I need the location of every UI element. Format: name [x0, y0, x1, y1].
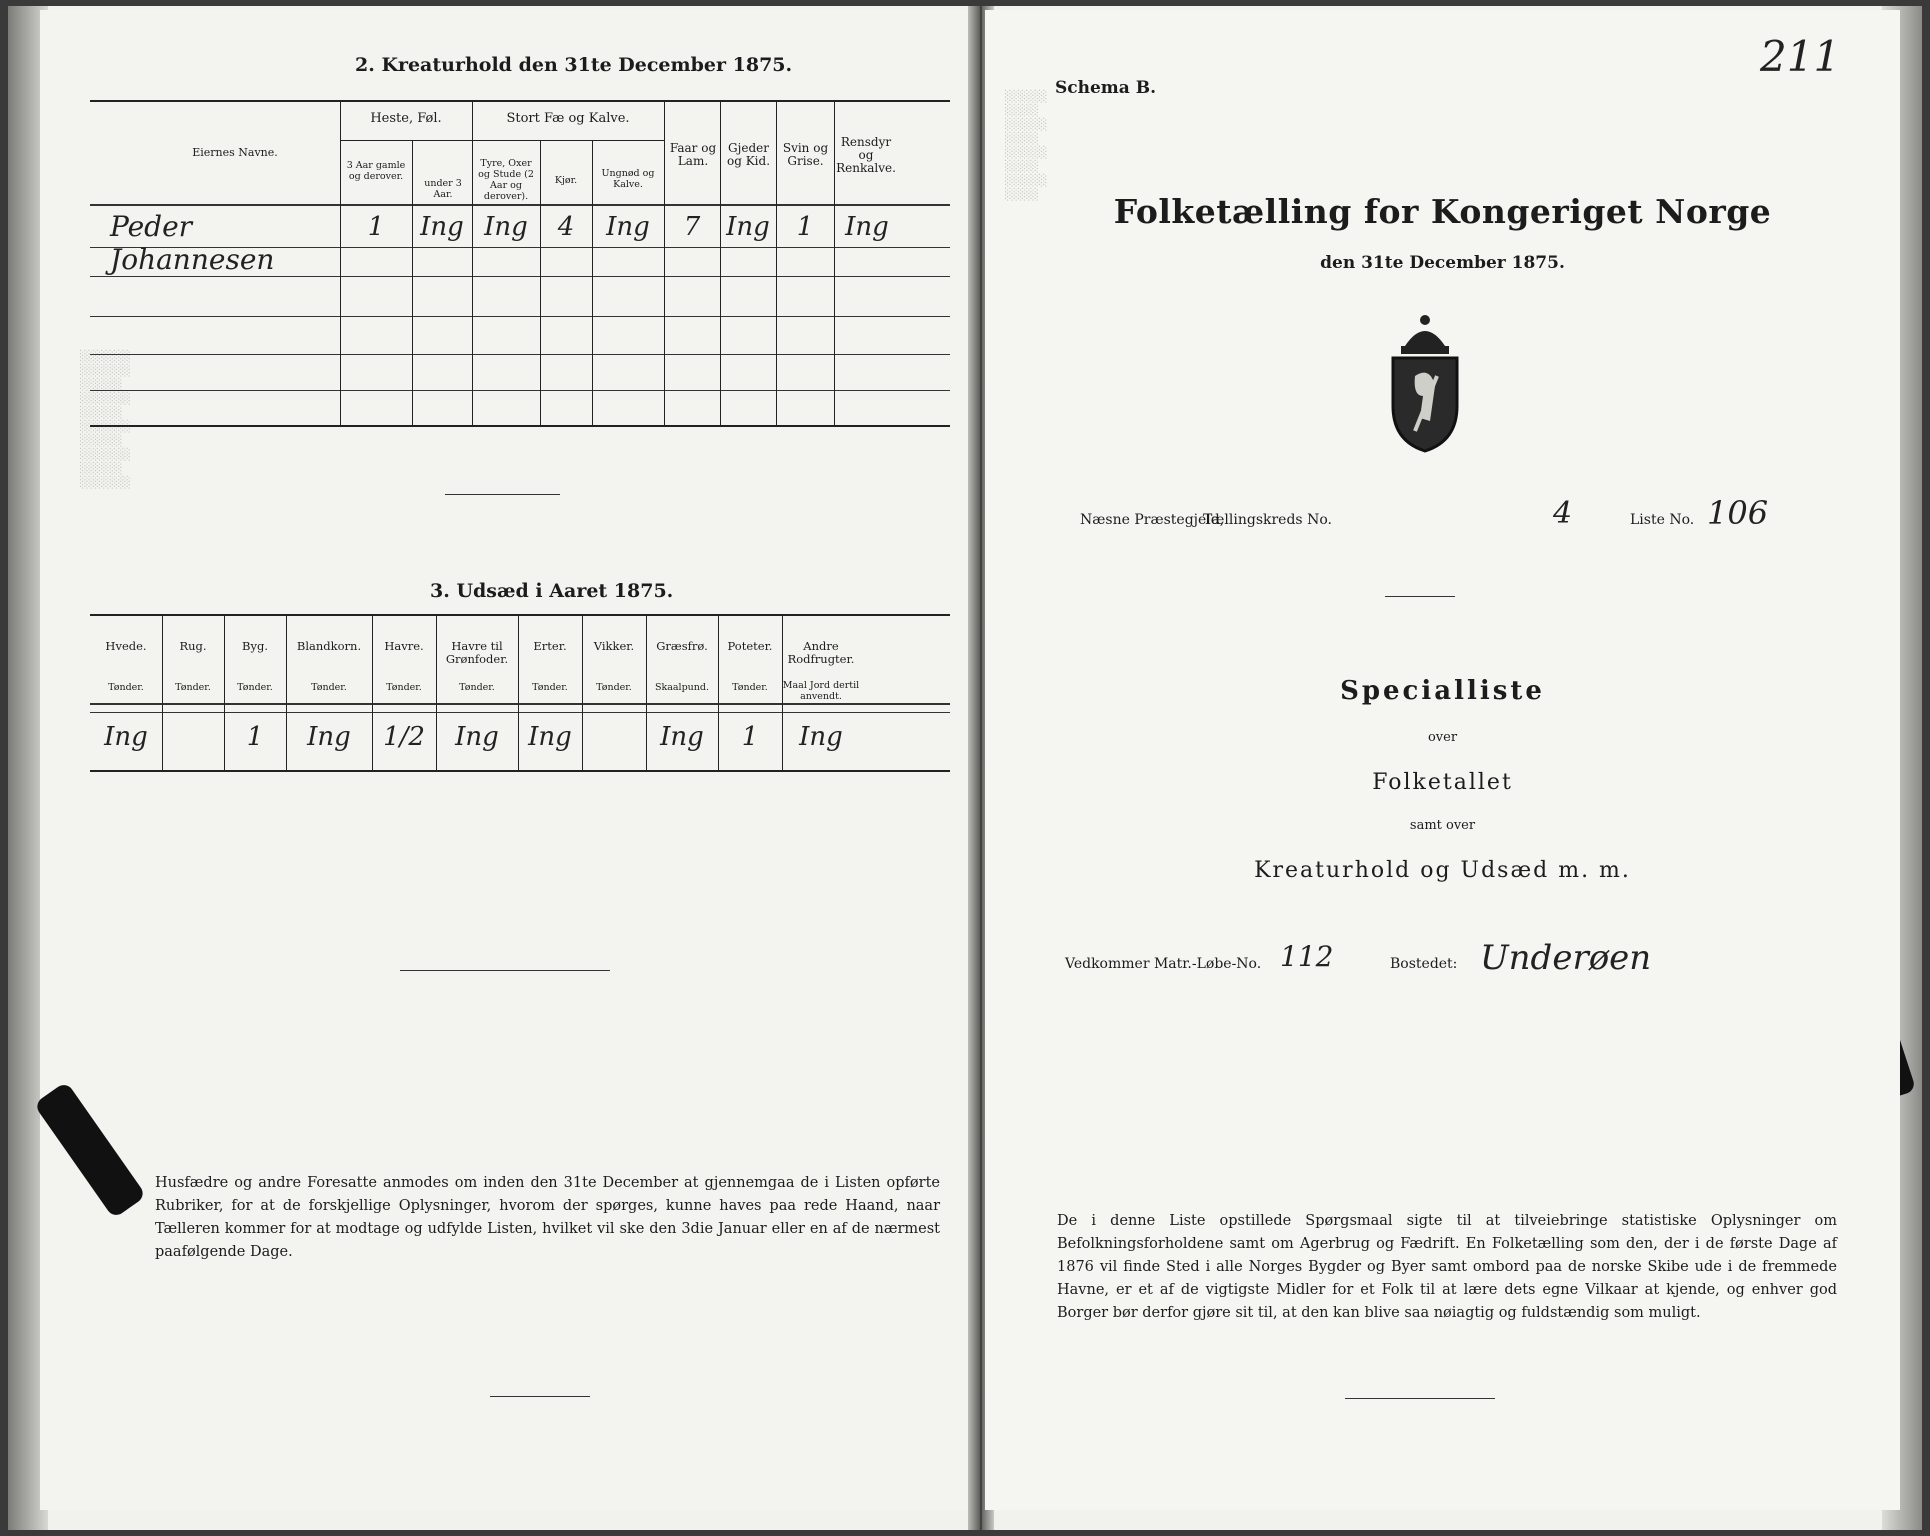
- col-cattle-group-header: Stort Fæ og Kalve.: [506, 111, 630, 126]
- col-9-header: Græsfrø.: [656, 639, 708, 653]
- bosted-label: Bostedet:: [1390, 956, 1458, 972]
- owner-name: Peder Johannesen: [110, 210, 275, 276]
- col-1-unit: Tønder.: [108, 682, 144, 693]
- table3-top-rule: [90, 614, 950, 616]
- col-6-value: Ing: [455, 722, 499, 752]
- table2-group-line: [472, 140, 664, 141]
- table2-col-line: [664, 100, 665, 425]
- bleed-through-text: ░░░░░░ ░░░░░░ ░░░░░ ░░░░░░ ░░░░░ ░░░░░░ ░░░░░ ░░░░░░ ░░░░░ ░░░░░░: [80, 350, 131, 489]
- table2-col-line: [412, 140, 413, 425]
- col-4-unit: Tønder.: [311, 682, 347, 693]
- divider-short: [445, 494, 560, 495]
- col-10-unit: Tønder.: [732, 682, 768, 693]
- divider-bottom: [490, 1396, 590, 1397]
- col-cattle-c-header: Ungnød og Kalve.: [601, 168, 655, 190]
- col-sheep-header: Faar og Lam.: [669, 141, 717, 168]
- col-7-header: Erter.: [533, 639, 567, 653]
- krets-label: Tællingskreds No.: [1203, 512, 1332, 528]
- col-horses-a-header: 3 Aar gamle og derover.: [346, 160, 406, 182]
- table3-bottom-rule: [90, 770, 950, 772]
- divider-mid: [400, 970, 610, 971]
- table2-row-line: [90, 390, 950, 391]
- table2-col-line: [472, 100, 473, 425]
- horses-b-value: Ing: [420, 212, 464, 242]
- col-owner-header: Eiernes Navne.: [192, 146, 278, 159]
- census-subtitle: den 31te December 1875.: [1320, 253, 1565, 273]
- matr-value: 112: [1280, 940, 1334, 973]
- pigs-value: 1: [796, 212, 814, 242]
- matr-label: Vedkommer Matr.-Løbe-No.: [1065, 956, 1262, 972]
- schema-label: Schema B.: [1055, 78, 1157, 98]
- samt-over-text: samt over: [1409, 818, 1476, 833]
- bleed-through-text: ░░░░░ ░░░░ ░░░░░ ░░░░ ░░░░░ ░░░░ ░░░░░ ░░░░: [1005, 90, 1048, 201]
- col-reindeer-header: Rensdyr og Renkalve.: [836, 135, 896, 175]
- folketallet-text: Folketallet: [1372, 770, 1513, 795]
- table3-header-rule: [90, 703, 950, 705]
- col-3-unit: Tønder.: [237, 682, 273, 693]
- table2-group-line: [340, 140, 472, 141]
- cattle-a-value: Ing: [484, 212, 528, 242]
- cattle-c-value: Ing: [606, 212, 650, 242]
- col-horses-b-header: under 3 Aar.: [424, 178, 462, 200]
- reindeer-value: Ing: [845, 212, 889, 242]
- krets-value: 4: [1553, 496, 1573, 531]
- section2-title: 2. Kreaturhold den 31te December 1875.: [355, 54, 793, 76]
- col-3-header: Byg.: [242, 639, 268, 653]
- sheep-value: 7: [683, 212, 701, 242]
- prestegjeld-label: Næsne Præstegjeld,: [1080, 512, 1225, 528]
- liste-value: 106: [1707, 494, 1769, 532]
- col-11-header: Andre Rodfrugter.: [787, 639, 855, 666]
- col-5-unit: Tønder.: [386, 682, 422, 693]
- table2-col-line: [834, 100, 835, 425]
- specialliste-heading: Specialliste: [1340, 676, 1545, 706]
- col-pigs-header: Svin og Grise.: [782, 141, 829, 168]
- col-9-value: Ing: [660, 722, 704, 752]
- table2-row-line: [90, 316, 950, 317]
- household-notice: Husfædre og andre Foresatte anmodes om inden den 31te December at gjennemgaa de i Listen opførte Rubriker, for at de forskjellige Oplysninger, hvorom der spørges, kunne haves paa rede Haand, naar Tælleren kommer for at modtage og udfylde Listen, hvilket vil ske den 3die Januar eller en af de nærmest paafølgende Dage.: [155, 1175, 940, 1260]
- census-title: Folketælling for Kongeriget Norge: [1113, 192, 1772, 231]
- cattle-b-value: 4: [557, 212, 575, 242]
- liste-label: Liste No.: [1630, 512, 1695, 528]
- table2-header-rule: [90, 204, 950, 206]
- col-1-value: Ing: [104, 722, 148, 752]
- col-4-header: Blandkorn.: [296, 639, 362, 653]
- col-goats-header: Gjeder og Kid.: [726, 141, 771, 168]
- kreaturhold-text: Kreaturhold og Udsæd m. m.: [1254, 858, 1631, 883]
- col-11-unit: Maal Jord dertil anvendt.: [782, 680, 860, 702]
- col-3-value: 1: [246, 722, 264, 752]
- horses-a-value: 1: [367, 212, 385, 242]
- col-6-unit: Tønder.: [459, 682, 495, 693]
- table2-col-line: [340, 100, 341, 425]
- table2-row-line: [90, 354, 950, 355]
- col-1-header: Hvede.: [105, 639, 147, 653]
- col-5-value: 1/2: [383, 722, 425, 752]
- table3-row-line: [90, 712, 950, 713]
- col-10-header: Poteter.: [727, 639, 773, 653]
- col-7-value: Ing: [528, 722, 572, 752]
- col-10-value: 1: [741, 722, 759, 752]
- col-cattle-a-header: Tyre, Oxer og Stude (2 Aar og derover).: [478, 158, 534, 202]
- col-2-unit: Tønder.: [175, 682, 211, 693]
- col-horses-group-header: Heste, Føl.: [370, 111, 442, 126]
- table2-top-rule: [90, 100, 950, 102]
- left-page: [40, 10, 975, 1510]
- bosted-value: Underøen: [1480, 938, 1652, 978]
- col-2-header: Rug.: [179, 639, 207, 653]
- goats-value: Ing: [726, 212, 770, 242]
- col-9-unit: Skaalpund.: [654, 682, 710, 693]
- col-cattle-b-header: Kjør.: [554, 175, 578, 186]
- divider-short: [1385, 596, 1455, 597]
- col-7-unit: Tønder.: [532, 682, 568, 693]
- table2-bottom-rule: [90, 425, 950, 427]
- over-text: over: [1427, 730, 1458, 745]
- col-8-header: Vikker.: [593, 639, 635, 653]
- col-5-header: Havre.: [384, 639, 424, 653]
- page-number: 211: [1760, 32, 1841, 81]
- col-8-unit: Tønder.: [596, 682, 632, 693]
- col-11-value: Ing: [799, 722, 843, 752]
- table2-row-line: [90, 276, 950, 277]
- coat-of-arms-icon: [1375, 306, 1475, 456]
- divider-bottom: [1345, 1398, 1495, 1399]
- right-page: [985, 10, 1900, 1510]
- col-4-value: Ing: [307, 722, 351, 752]
- section3-title: 3. Udsæd i Aaret 1875.: [430, 580, 674, 602]
- col-6-header: Havre til Grønfoder.: [445, 639, 509, 666]
- explanatory-paragraph: De i denne Liste opstillede Spørgsmaal sigte til at tilveiebringe statistiske Oplysninger om Befolkningsforholdene samt om Agerbrug og Fædrift. En Folketælling som den, der i de første Dage af 1876 vil finde Sted i alle Norges Bygder og Byer samt ombord paa de norske Skibe ude i de fremmede Havne, er et af de vigtigste Midler for et Folk til at lære dets egne Vilkaar at kjende, og enhver god Borger bør derfor gjøre sit til, at den kan blive saa nøiagtig og fuldstændig som muligt.: [1057, 1213, 1837, 1321]
